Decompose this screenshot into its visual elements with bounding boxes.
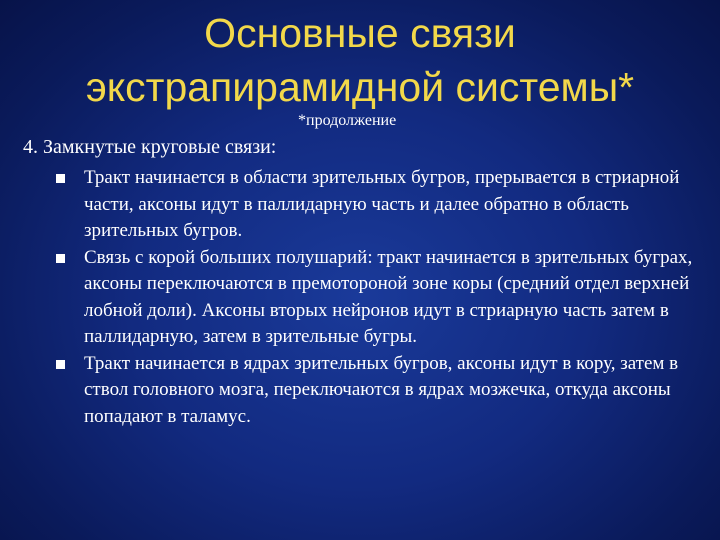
square-bullet-icon: [56, 360, 65, 369]
section-heading: 4. Замкнутые круговые связи:: [23, 136, 277, 158]
bullet-text: Связь с корой больших полушарий: тракт начинается в зрительных буграх, аксоны переключаются в премотороной зоне коры (средний отдел верхней лобной доли). Аксоны вторых нейронов идут в стриарную часть затем в паллидарную, затем в зрительные бугры.: [84, 246, 693, 347]
slide-title-line-2: экстрапирамидной системы*: [85, 64, 635, 110]
square-bullet-icon: [56, 254, 65, 263]
slide-title-line-1: Основные связи: [204, 10, 516, 56]
continuation-note: *продолжение: [298, 112, 397, 129]
bullet-item: [56, 165, 706, 245]
slide-title: [40, 6, 680, 114]
bullet-item: [56, 351, 706, 431]
bullet-text: Тракт начинается в ядрах зрительных бугров, аксоны идут в кору, затем в ствол головного мозга, переключаются в ядрах мозжечка, откуда аксоны попадают в таламус.: [84, 352, 679, 427]
bullet-text: Тракт начинается в области зрительных бугров, прерывается в стриарной части, аксоны идут в паллидарную часть и далее обратно в область зрительных бугров.: [84, 167, 680, 241]
square-bullet-icon: [56, 174, 65, 183]
bullet-item: [56, 245, 706, 351]
bullet-list: [56, 165, 706, 430]
